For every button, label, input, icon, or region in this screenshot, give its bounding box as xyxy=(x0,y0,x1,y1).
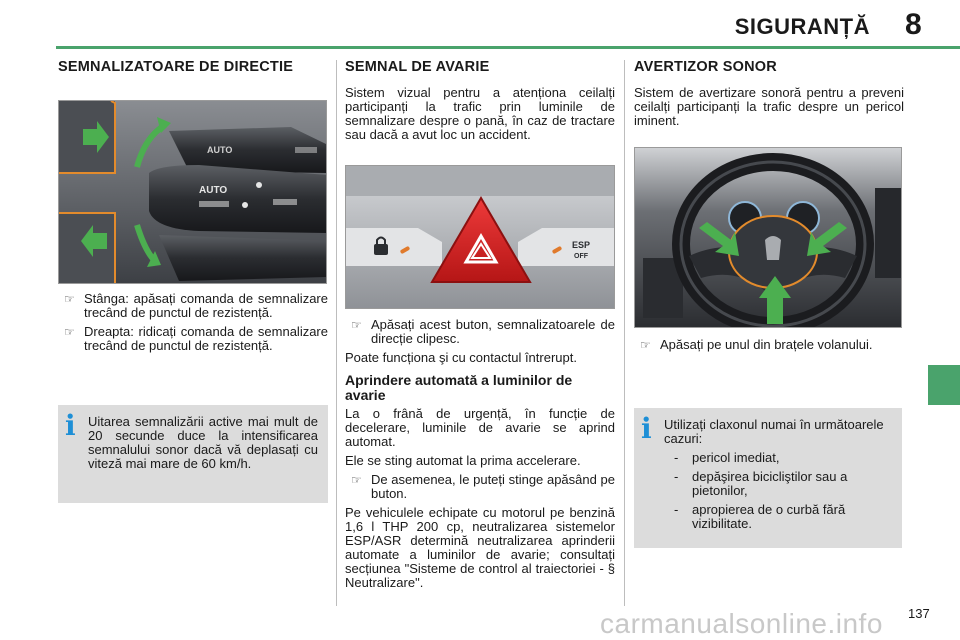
list-item: ☞ Dreapta: ridicați comanda de semnalizare trecând de punctul de rezistență. xyxy=(64,324,328,353)
auto-label-top: AUTO xyxy=(207,145,233,155)
info-box: i Utilizați claxonul numai în următoarele cazuri: - pericol imediat, - depăşirea bicicliştilor sau a pietonilor, - apropierea de o curbă fără vizibilitate. xyxy=(634,408,902,548)
section-heading: AVERTIZOR SONOR xyxy=(634,59,777,75)
page-number: 137 xyxy=(908,606,930,621)
pointer-hand-icon: ☞ xyxy=(64,325,75,339)
column-divider xyxy=(624,60,625,606)
chapter-side-tab xyxy=(928,365,960,405)
steering-wheel-photo xyxy=(634,147,902,328)
list-item: - depăşirea bicicliştilor sau a pietonilor, xyxy=(674,469,848,498)
hazard-instructions: ☞ Apăsați acest buton, semnalizatoarele de direcție clipesc. Poate funcționa şi cu contactul întrerupt. Aprindere automată a luminilor de avarie La o frână de urgență, în funcție de decelerare, luminile de avarie se aprind automat. Ele se sting automat la prima accelerare. ☞ De asemenea, le puteți stinge apăsând pe buton. Pe vehiculele echipate cu motorul pe benzină 1,6 l THP 200 cp, neutralizarea sistemelor ESP/ASR determină neutralizarea aprinderii automate a luminilor de avarie; consultați secțiunea "Sisteme de control al traiectoriei - § Neutralizare". xyxy=(345,317,615,590)
hazard-section xyxy=(345,60,615,147)
horn-instructions xyxy=(634,338,904,357)
list-item: - apropierea de o curbă fără vizibilitate. xyxy=(674,502,846,531)
horn-section xyxy=(634,60,904,133)
turn-signal-stalk-photo xyxy=(58,100,327,284)
list-item: ☞ Stânga: apăsați comanda de semnalizare trecând de punctul de rezistență. xyxy=(64,291,328,320)
list-item: - pericol imediat, xyxy=(674,450,780,465)
subsection-heading: Aprindere automată a luminilor de avarie xyxy=(345,372,573,403)
esp-off-label: OFF xyxy=(574,253,588,260)
header-divider xyxy=(56,46,960,49)
list-item: ☞ Apăsați pe unul din brațele volanului. xyxy=(640,337,873,352)
chapter-title: SIGURANȚĂ xyxy=(734,14,870,39)
turn-signals-section xyxy=(58,60,328,86)
section-heading: SEMNAL DE AVARIE xyxy=(345,59,490,75)
brand-logo-icon xyxy=(765,236,781,260)
esp-label: ESP xyxy=(572,240,591,250)
hazard-button-photo xyxy=(345,165,615,309)
section-intro: Sistem de avertizare sonoră pentru a preveni ceilalți participanți la trafic despre un pericol iminent. xyxy=(634,85,904,128)
watermark: carmanualsonline.info xyxy=(600,608,883,639)
info-icon: i xyxy=(641,412,652,445)
column-divider xyxy=(336,60,337,606)
pointer-hand-icon: ☞ xyxy=(351,473,362,487)
turn-signals-instructions xyxy=(58,292,328,358)
list-item: ☞ De asemenea, le puteți stinge apăsând pe buton. xyxy=(351,472,615,501)
section-intro: Sistem vizual pentru a atenționa ceilalți participanți la trafic prin luminile de semnalizare despre o pană, în caz de tractare sau dacă a avut loc un accident. xyxy=(345,85,615,142)
list-item: ☞ Apăsați acest buton, semnalizatoarele de direcție clipesc. xyxy=(351,317,615,346)
info-box: i Uitarea semnalizării active mai mult de 20 secunde duce la intensificarea semnalului sonor dacă vă deplasați cu viteză mai mare de 60 km/h. xyxy=(58,405,328,503)
info-icon: i xyxy=(65,409,76,442)
pointer-hand-icon: ☞ xyxy=(64,292,75,306)
pointer-hand-icon: ☞ xyxy=(640,338,651,352)
auto-label-mid: AUTO xyxy=(199,185,228,196)
section-heading: SEMNALIZATOARE DE DIRECTIE xyxy=(58,59,294,75)
pointer-hand-icon: ☞ xyxy=(351,318,362,332)
chapter-number: 8 xyxy=(905,8,922,41)
